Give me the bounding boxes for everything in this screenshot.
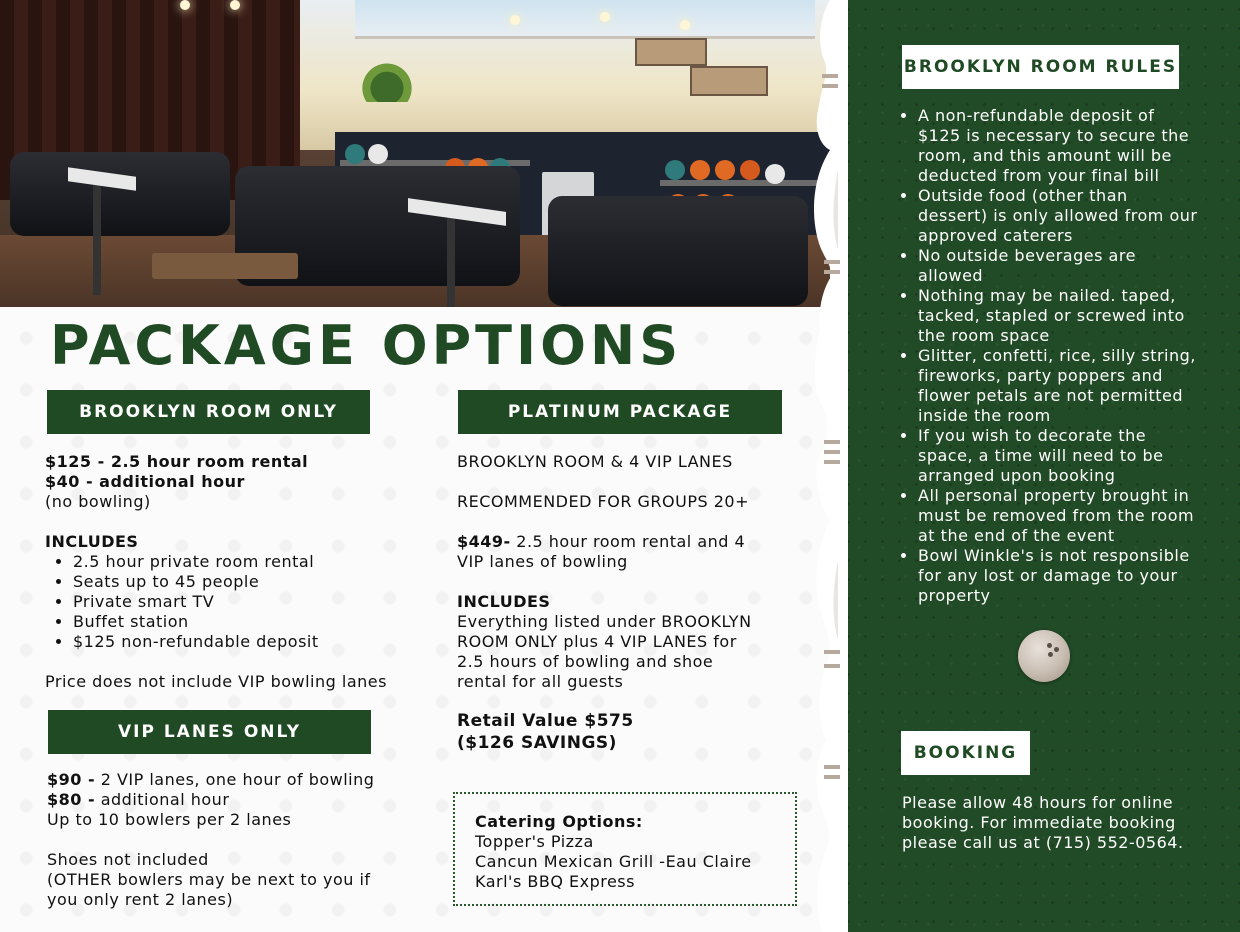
list-item: • Buffet station	[73, 612, 415, 632]
recommended-groups: RECOMMENDED FOR GROUPS 20+	[457, 492, 749, 511]
list-item: • Private smart TV	[73, 592, 415, 612]
bowling-ball	[368, 144, 388, 164]
vip-lanes-only-banner: VIP LANES ONLY	[48, 710, 371, 754]
sofa	[10, 152, 230, 236]
hanging-plant	[362, 56, 412, 102]
bowling-ball	[715, 160, 735, 180]
brooklyn-room-only-details	[45, 452, 415, 692]
bowling-ball	[765, 164, 785, 184]
booking-text: Please allow 48 hours for online booking. For immediate booking please call us at (715) 552-0564.	[902, 793, 1184, 852]
platinum-subtitle: BROOKLYN ROOM & 4 VIP LANES	[457, 452, 733, 471]
room-includes-list	[45, 552, 415, 652]
bowling-pin-strip	[808, 0, 858, 932]
other-bowlers-note: (OTHER bowlers may be next to you if you only rent 2 lanes)	[47, 870, 371, 909]
list-item: • Bowl Winkle's is not responsible for any lost or damage to your property	[918, 546, 1200, 606]
catering-box	[453, 792, 797, 906]
includes-label: INCLUDES	[45, 532, 139, 551]
rules-list	[900, 106, 1200, 606]
bowling-ball-icon	[1018, 630, 1070, 682]
bowling-pin-icon	[816, 740, 848, 932]
platinum-price-desc: 2.5 hour room rental and 4 VIP lanes of bowling	[457, 532, 746, 571]
list-item: • Nothing may be nailed. taped, tacked, stapled or screwed into the room space	[918, 286, 1200, 346]
kiosk-pole	[447, 218, 455, 307]
catering-option: Topper's Pizza	[475, 832, 594, 851]
vip-price-desc: 2 VIP lanes, one hour of bowling	[95, 770, 375, 789]
kiosk-pole	[93, 185, 101, 295]
brooklyn-room-only-banner: BROOKLYN ROOM ONLY	[47, 390, 370, 434]
booking-heading-box: BOOKING	[901, 731, 1030, 775]
bowling-pin-icon	[815, 330, 848, 520]
list-item: • If you wish to decorate the space, a time will need to be arranged upon booking	[918, 426, 1200, 486]
vip-additional-price: $80 -	[47, 790, 96, 809]
bowling-pin-icon	[816, 520, 848, 740]
list-item: • Glitter, confetti, rice, silly string, fireworks, party poppers and flower petals are not permitted inside the room	[918, 346, 1200, 426]
vip-price: $90 -	[47, 770, 96, 789]
chandelier-light	[680, 20, 690, 30]
rules-heading-box: BROOKLYN ROOM RULES	[902, 45, 1179, 89]
no-bowling-note: (no bowling)	[45, 492, 151, 511]
bowling-pin-icon	[814, 150, 848, 330]
platinum-price: $449-	[457, 532, 511, 551]
platinum-package-banner: PLATINUM PACKAGE	[458, 390, 782, 434]
rules-list-container	[900, 106, 1200, 606]
chandelier-light	[600, 12, 610, 22]
includes-label: INCLUDES	[457, 592, 551, 611]
room-photo	[0, 0, 830, 307]
bowling-ball	[665, 160, 685, 180]
platinum-includes-text: Everything listed under BROOKLYN ROOM ONLY plus 4 VIP LANES for 2.5 hours of bowling and shoe rental for all guests	[457, 612, 752, 691]
vip-lanes-disclaimer: Price does not include VIP bowling lanes	[45, 672, 387, 691]
list-item: • All personal property brought in must be removed from the room at the end of the event	[918, 486, 1200, 546]
sofa	[548, 196, 808, 306]
additional-hour-price: $40 - additional hour	[45, 472, 245, 491]
bowlers-per-lane: Up to 10 bowlers per 2 lanes	[47, 810, 292, 829]
bowling-ball	[740, 160, 760, 180]
catering-option: Cancun Mexican Grill -Eau Claire	[475, 852, 752, 871]
vip-lanes-only-details	[47, 770, 377, 910]
list-item: • Seats up to 45 people	[73, 572, 415, 592]
bowling-pin-icon	[817, 0, 848, 150]
wall-art	[690, 66, 768, 96]
window	[355, 0, 815, 39]
platinum-package-details	[457, 452, 767, 754]
catering-heading: Catering Options:	[475, 812, 643, 831]
list-item: • $125 non-refundable deposit	[73, 632, 415, 652]
chandelier-light	[510, 15, 520, 25]
shelf	[660, 180, 820, 186]
list-item: • No outside beverages are allowed	[918, 246, 1200, 286]
coffee-table	[152, 253, 298, 279]
room-price: $125 - 2.5 hour room rental	[45, 452, 309, 471]
shoes-note: Shoes not included	[47, 850, 209, 869]
chandelier-light	[180, 0, 190, 10]
catering-option: Karl's BBQ Express	[475, 872, 635, 891]
page-title: PACKAGE OPTIONS	[50, 314, 683, 377]
list-item: • Outside food (other than dessert) is only allowed from our approved caterers	[918, 186, 1200, 246]
bowling-ball	[690, 160, 710, 180]
list-item: • 2.5 hour private room rental	[73, 552, 415, 572]
retail-value: Retail Value $575	[457, 711, 634, 731]
wall-art	[635, 38, 707, 66]
chandelier-light	[230, 0, 240, 10]
list-item: • A non-refundable deposit of $125 is necessary to secure the room, and this amount will be deducted from your final bill	[918, 106, 1200, 186]
vip-additional-desc: additional hour	[95, 790, 230, 809]
savings: ($126 SAVINGS)	[457, 733, 617, 753]
bowling-ball	[345, 144, 365, 164]
